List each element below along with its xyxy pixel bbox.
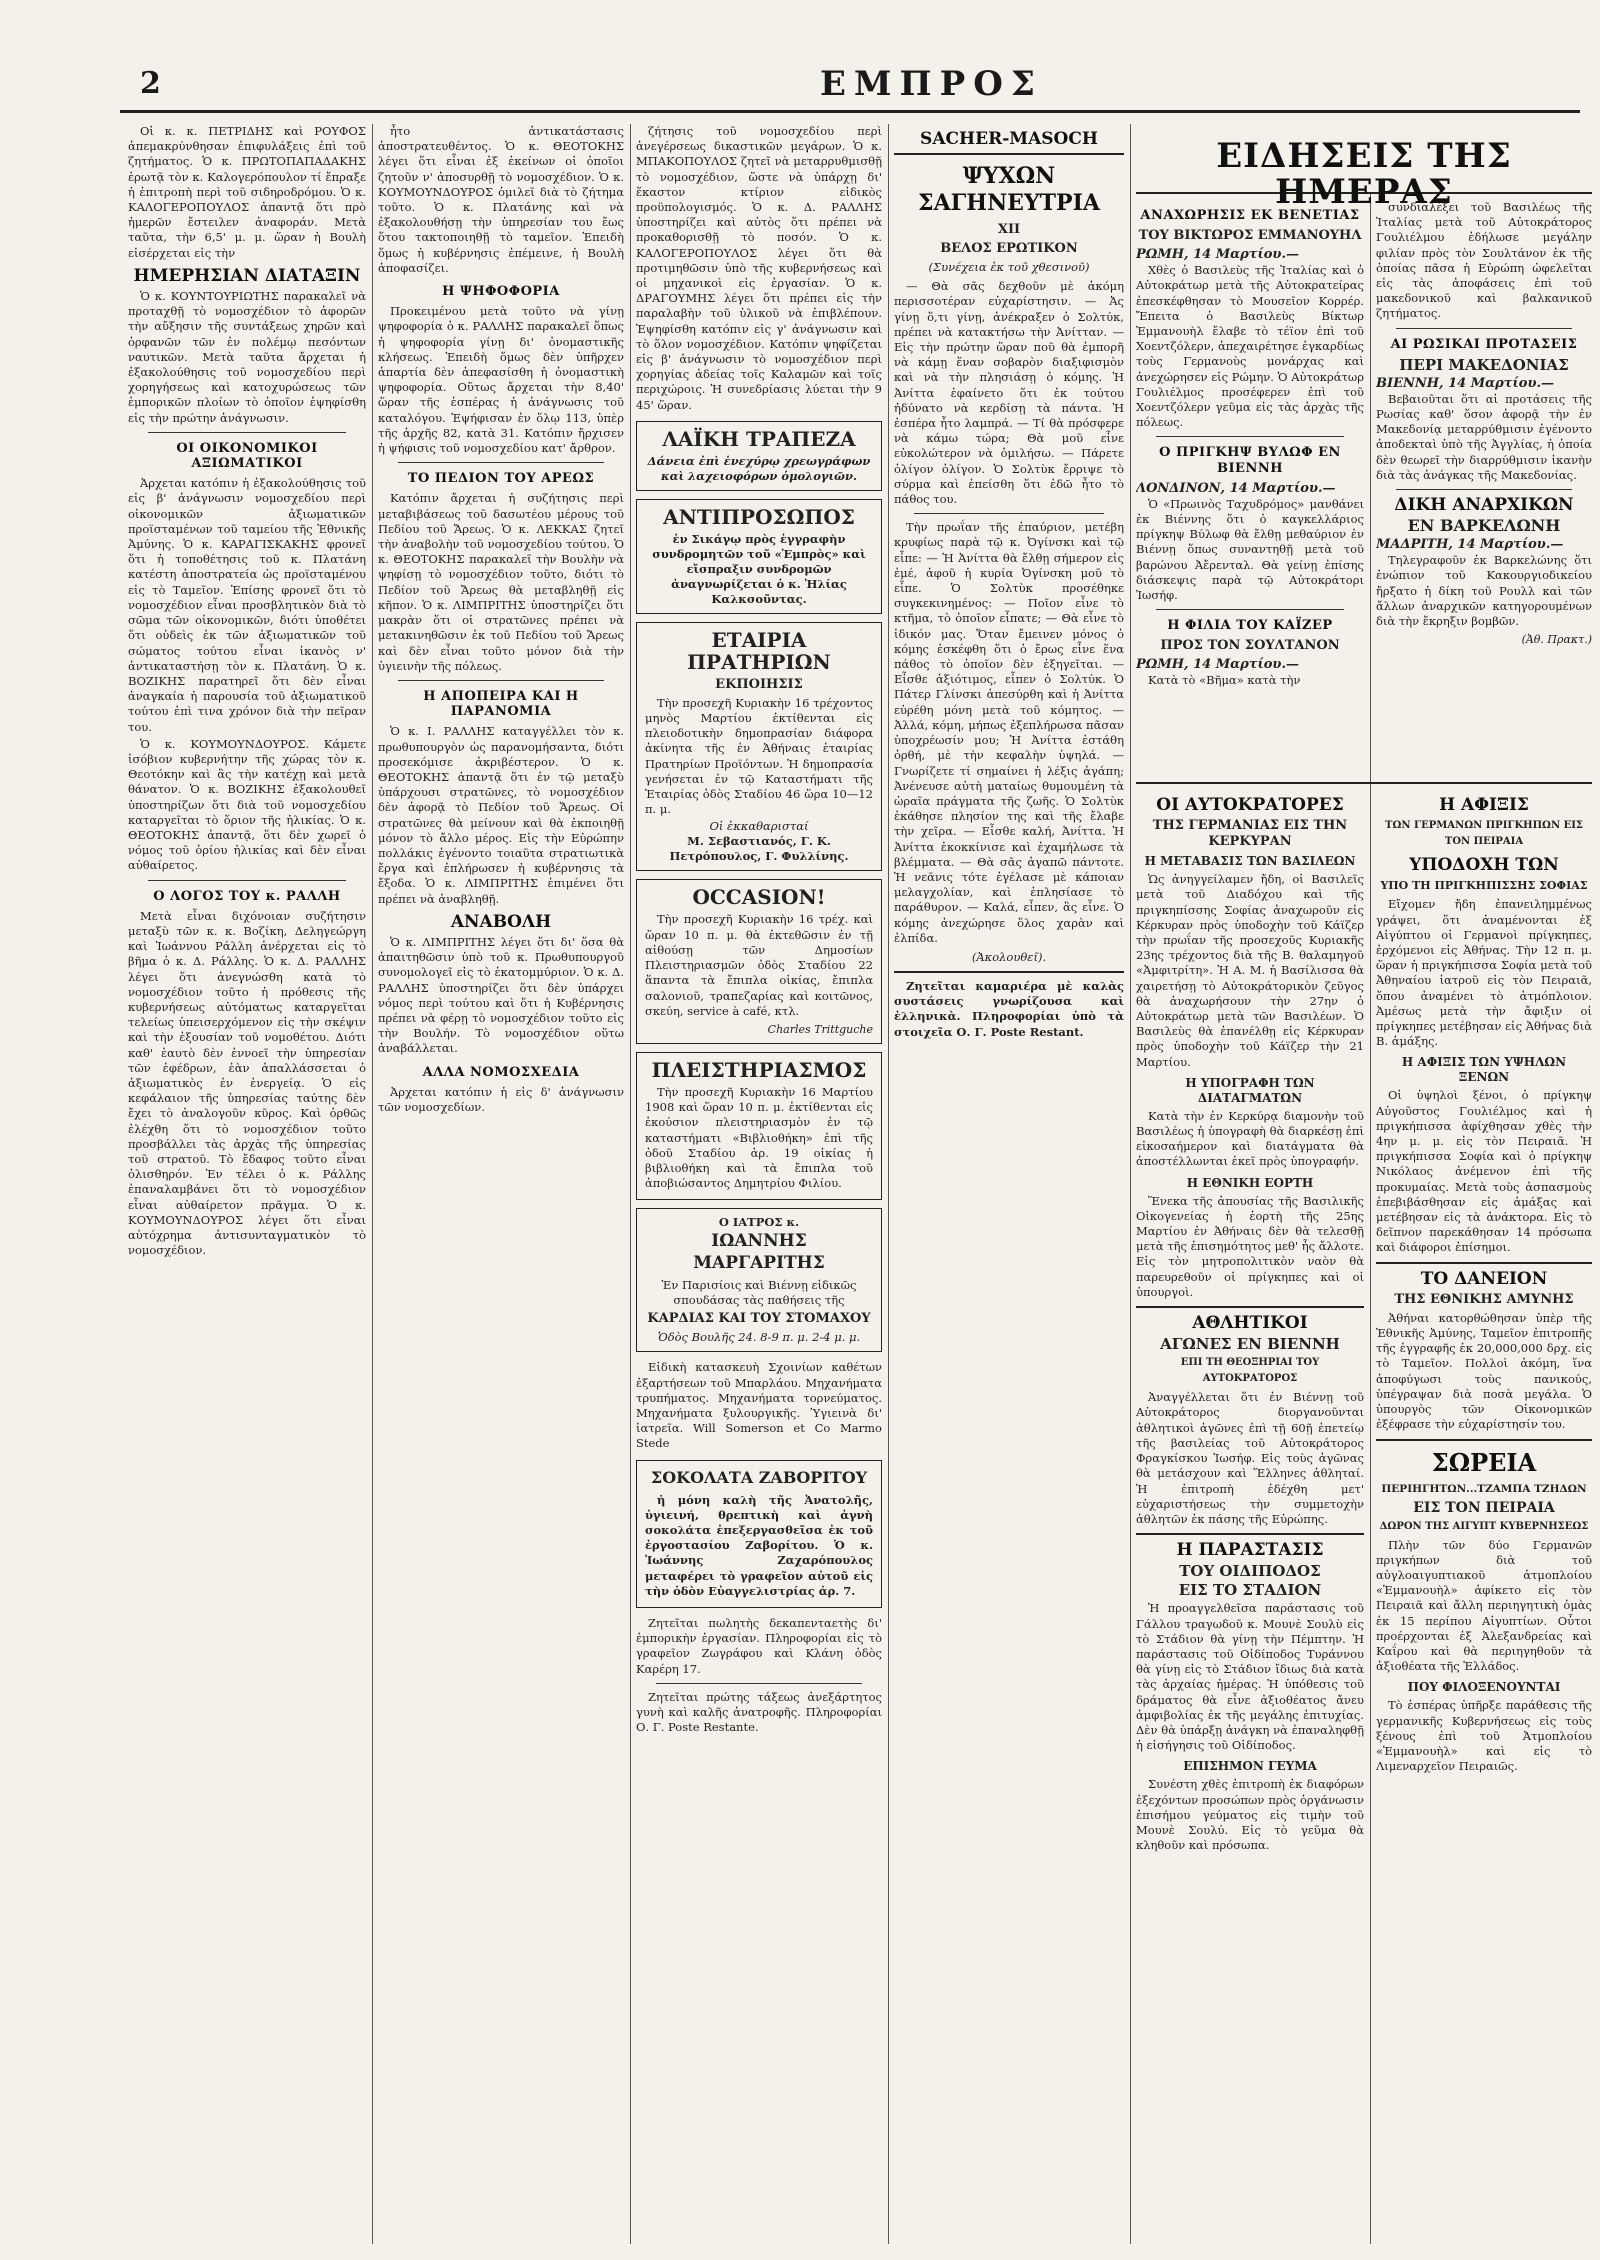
column-feuilleton: [894, 124, 1124, 2244]
column-telegrams-left: [1136, 200, 1364, 778]
column-divider: [630, 124, 631, 2244]
section-heading: Η ΑΦΙΞΙΣ ΤΩΝ ΥΨΗΛΩΝ ΞΕΝΩΝ: [1401, 1055, 1567, 1085]
section-subheading: ΑΓΩΝΕΣ ΕΝ ΒΙΕΝΝΗ: [1160, 1335, 1340, 1354]
divider: [1376, 1262, 1592, 1264]
ad-text: Ζητεῖται καμαριέρα μὲ καλὰς συστάσεις γνωρίζουσα καὶ ἐλληνικὰ. Πληροφορίαι ὑπὸ τὰ στοιχεῖα Ο. Γ. Poste Restant.: [894, 978, 1124, 1039]
article-paragraph: Ὁ κ. Ι. ΡΑΛΛΗΣ καταγγέλλει τὸν κ. πρωθυπουργὸν ὡς παρανομήσαντα, διότι προσεκόμισε ἀκριβέστερον. Ὁ κ. ΘΕΟΤΟΚΗΣ ἀπαντᾷ ὅτι ἐν τῷ μεταξὺ ὑπάρχουσι στρατῶνες, τὸ νομοσχέδιον δὲν ἀφορᾷ τὸ Πεδίον τοῦ Ἄρεως. Οἱ στρατῶνες θὰ μείνουν καὶ θὰ ἐκποιηθῇ μόνον τὸ ἄλλο μέρος. Εἰς τὴν Εὐρώπην πολλάκις ἐγένοντο τοιαῦτα στρατιωτικὰ ἔργα καὶ ἐπλήρωσεν ἡ κυβέρνησις τὰ ἔξοδα. Ὁ κ. ΛΙΜΠΡΙΤΗΣ ἐπιμένει ὅτι πρέπει νὰ ἀναβληθῇ.: [378, 724, 624, 906]
divider: [914, 513, 1104, 514]
ad-signature: Charles Trittguche: [767, 1022, 873, 1036]
ad-signature: Μ. Σεβαστιανός, Γ. Κ. Πετρόπουλος, Γ. Φυλλίνης.: [669, 834, 849, 864]
chapter-title: ΒΕΛΟΣ ΕΡΩΤΙΚΟΝ: [940, 241, 1078, 257]
article-paragraph: Ἀθήναι κατορθώθησαν ὑπὲρ τῆς Ἐθνικῆς Ἀμύνης, Ταμεῖον ἐπιτροπῆς τῆς ἐγγραφῆς ἐκ 20,000,000 δρχ. εἰς τὸ Ταμεῖον. Πολλοὶ ἀκόμη, ἵνα ἀποφύγωσι τοὺς πανικούς, ὑπέγραψαν διὰ ποσὰ μεγάλα. Ὁ ὑπουργὸς τῶν Οἰκονομικῶν ἐξέφρασε τὴν εὐχαρίστησίν του.: [1376, 1310, 1592, 1432]
ad-text: Ζητεῖται πρώτης τάξεως ἀνεξάρτητος γυνὴ καὶ καλῆς ἀνατροφῆς. Πληροφορίαι Ο. Γ. Poste Restante.: [636, 1689, 882, 1735]
dateline: ΡΩΜΗ, 14 Μαρτίου.—: [1136, 657, 1299, 673]
article-paragraph: ἦτο ἀντικατάστασις ἀποστρατευθέντος. Ὁ κ. ΘΕΟΤΟΚΗΣ λέγει ὅτι εἶναι ἐξ ἐκείνων οἱ ὁποῖοι ζητοῦν ν' ἀποσυρθῇ τὸ νομοσχέδιον. Ὁ κ. ΚΟΥΜΟΥΝΔΟΥΡΟΣ ὁμιλεῖ διὰ τὸ ζήτημα τοῦτο. Ὁ κ. Πλατάνης καὶ νὰ ἐξακολουθήσῃ τὴν ὑπηρεσίαν του ἔως ὅτου τακτοποιηθῇ τὸ ταμεῖον. Ἐπειδὴ ὅμως ἡ κυβέρνησις ἐπέμεινε, ἡ Βουλὴ ἀποφασίζει.: [378, 124, 624, 275]
ad-title: ΛΑΪΚΗ ΤΡΑΠΕΖΑ: [662, 426, 856, 451]
section-heading: ΑΝΑΒΟΛΗ: [450, 911, 552, 932]
section-subheading: ΤΗΣ ΓΕΡΜΑΝΙΑΣ ΕΙΣ ΤΗΝ ΚΕΡΚΥΡΑΝ: [1152, 818, 1348, 850]
section-heading: ΟΙ ΑΥΤΟΚΡΑΤΟΡΕΣ: [1156, 795, 1344, 815]
continued-note: (Συνέχεια ἐκ τοῦ χθεσινοῦ): [928, 260, 1090, 275]
ad-text: ἐν Σικάγῳ πρὸς ἐγγραφὴν συνδρομητῶν τοῦ «Ἐμπρὸς» καὶ εἴσπραξιν συνδρομῶν ἀναγνωρίζεται ὁ κ. Ἠλίας Καλκσοῦντας.: [652, 531, 866, 606]
column-parliament: [128, 124, 366, 2244]
divider: [1156, 436, 1344, 437]
section-heading: ΟΙ ΟΙΚΟΝΟΜΙΚΟΙ ΑΞΙΩΜΑΤΙΚΟΙ: [176, 440, 318, 472]
ad-representative: [636, 499, 882, 614]
column-divider: [1130, 124, 1131, 2244]
divider: [1396, 328, 1572, 329]
ad-signature-label: Οἱ ἐκκαθαρισταί: [709, 819, 809, 834]
ad-auction-company: [636, 622, 882, 872]
divider: [398, 680, 604, 681]
ad-text: Ἐν Παρισίοις καὶ Βιέννῃ εἰδικῶς σπουδάσας τὰς παθήσεις τῆς: [661, 1278, 857, 1308]
section-heading: ΥΠΟΔΟΧΗ ΤΩΝ: [1409, 855, 1559, 876]
ad-title: ΑΝΤΙΠΡΟΣΩΠΟΣ: [663, 504, 855, 529]
section-heading: ΑΝΑΧΩΡΗΣΙΣ ΕΚ ΒΕΝΕΤΙΑΣ: [1140, 208, 1360, 223]
dateline: ΛΟΝΔΙΝΟΝ, 14 Μαρτίου.—: [1136, 480, 1336, 496]
section-heading: ΤΟ ΔΑΝΕΙΟΝ: [1420, 1268, 1548, 1289]
ad-laiki-trapeza: [636, 421, 882, 491]
section-subheading: ΠΕΡΙΗΓΗΤΩΝ...ΤΖΑΜΠΑ ΤΖΗΔΩΝ: [1381, 1482, 1587, 1495]
ad-subtitle: ΕΚΠΟΙΗΣΙΣ: [715, 676, 803, 692]
ad-title: ΕΤΑΙΡΙΑ ΠΡΑΤΗΡΙΩΝ: [687, 627, 831, 674]
column-divider: [1370, 124, 1371, 2244]
article-paragraph: Ἀρχεται κατόπιν ἡ εἰς δ' ἀνάγνωσιν τῶν νομοσχεδίων.: [378, 1084, 624, 1114]
article-paragraph: Ὁ κ. ΚΟΥΝΤΟΥΡΙΩΤΗΣ παρακαλεῖ νὰ προταχθῇ τὸ νομοσχέδιον τὸ ἀφορῶν τὴν αὔξησιν τῆς συντάξεως χηρῶν καὶ ὀρφανῶν τῶν ἐν πολέμῳ πεσόντων ναυτικῶν. Μετὰ ταῦτα ἄρχεται ἡ ἐξακολούθησις τοῦ νομοσχεδίου περὶ χορηγήσεως καὶ κατοχυρώσεως τῶν ἐμπορικῶν πλοίων τὸ ὁποῖον ἐψηφίσθη εἰς τὴν πρώτην ἀνάγνωσιν.: [128, 289, 366, 425]
section-heading: Η ΑΠΟΠΕΙΡΑ ΚΑΙ Η ΠΑΡΑΝΟΜΙΑ: [423, 688, 579, 720]
article-paragraph: Ἕνεκα τῆς ἀπουσίας τῆς Βασιλικῆς Οἰκογενείας ἡ ἑορτὴ τῆς 25ης Μαρτίου ἐν Ἀθήναις δὲν θὰ τελεσθῇ μετὰ τῆς ἐπισημότητος μεθ' ἧς ἄλλοτε. Εἰς τὸν μητροπολιτικὸν ναὸν θὰ παρευρεθοῦν οἱ πρίγκηπες καὶ οἱ ὑπουργοὶ.: [1136, 1193, 1364, 1299]
article-paragraph: Τὸ ἑσπέρας ὑπῆρξε παράθεσις τῆς γερμανικῆς Κυβερνήσεως εἰς τοὺς ξένους ἐπὶ τοῦ Ἀτμοπλοίου «Ἐμμανουὴλ» καὶ εἰς τὸ Λιμεναρχεῖον Πειραιῶς.: [1376, 1698, 1592, 1774]
section-heading: ΕΠΙΣΗΜΟΝ ΓΕΥΜΑ: [1183, 1759, 1317, 1774]
ad-text: Τὴν προσεχῆ Κυριακὴν 16 τρέχοντος μηνὸς Μαρτίου ἐκτίθενται εἰς πλειοδοτικὴν δημοπρασίαν διάφορα ἀκίνητα τῆς ἐν Ἀθήναις ἑταιρίας Πρατηρίων Προϊόντων. Ἡ δημοπρασία γενήσεται ἐν τῷ Καταστήματι τῆς Ἑταιρίας ὁδὸς Σταδίου 46 ὥρα 10—12 π. μ.: [645, 695, 873, 817]
page-number: 2: [140, 66, 161, 101]
article-paragraph: Οἱ ὑψηλοὶ ξένοι, ὁ πρίγκηψ Αὐγοῦστος Γουλιέλμος καὶ ἡ πριγκήπισσα ἀφίχθησαν χθὲς τὴν 4ην μ. μ. εἰς τὸν Πειραιᾶ. Ἡ πριγκήπισσα Σοφία καὶ ὁ πρίγκηψ Νικόλαος ἀνέμενον ἐπὶ τῆς προκυμαίας. Μετὰ τοὺς ἀσπασμοὺς ἐπεβιβάσθησαν εἰς ἁμάξας καὶ μετέβησαν εἰς τὰ ἀνάκτορα. Εἰς τὸ δεῖπνον παρεκάθησαν 14 πρόσωπα καὶ διάφοροι ἐπίσημοι.: [1376, 1088, 1592, 1255]
section-subheading: ΠΡΟΣ ΤΟΝ ΣΟΥΛΤΑΝΟΝ: [1160, 638, 1340, 654]
section-heading: Η ΑΦΙΞΙΣ: [1439, 795, 1529, 815]
ad-pretitle: Ο ΙΑΤΡΟΣ κ.: [718, 1215, 800, 1230]
article-paragraph: Μετὰ εἶναι διχόνοιαν συζήτησιν μεταξὺ τῶν κ. κ. Βοζίκη, Δεληγεώργη καὶ Ἰωάννου Ράλλη ἀνέρχεται εἰς τὸ βῆμα ὁ κ. Δ. Ράλλης. Ὁ κ. Δ. ΡΑΛΛΗΣ λέγει ὅτι ἀνεγνώσθη κατὰ τὸ νομοσχέδιον τοῦτο ἡ πρόθεσις τῆς κυβερνήσεως αὐτόματως καταργεῖται τελείως ὑπεισερχόμενον εἰς τὴν σκέψιν καὶ τὴν ἐξουσίαν τοῦ νομοθέτου. Διότι καθ' ἑαυτὸ δὲν ἐννοεῖ τὴν ὑπηρεσίαν τῶν ἐφέδρων, ἐὰν ἀπαλλάσσεται ὁ ἀξιωματικὸς ἐν ἐνεργείᾳ. Ὁ εἰς κεφάλαιον τῆς ὑπηρεσίας ταύτης δὲν ἔχει τὸ ἀναλογοῦν κῦρος. Καὶ ὀρθῶς ἐλέχθη ὅτι τὸ νομοσχέδιον τοῦτο προσβάλλει τὰς ἀρχὰς τῆς ὑπηρεσίας τοῦ στρατοῦ. Τὸ ἔδαφος τοῦτο εἶναι ὀλισθηρόν. Ἐν τέλει ὁ κ. Ράλλης ἐπαναλαμβάνει ὅτι τὸ νομοσχέδιον εἶναι αὐθαίρετον πρᾶγμα. Ὁ κ. ΚΟΥΜΟΥΝΔΟΥΡΟΣ λέγει ὅτι εἶναι αὐτόχρημα ἀντισυνταγματικὸν τὸ νομοσχέδιον.: [128, 908, 366, 1258]
divider: [894, 971, 1124, 973]
to-be-continued: (Ἀκολουθεῖ).: [971, 949, 1047, 964]
article-paragraph: συνδιαλέξει τοῦ Βασιλέως τῆς Ἰταλίας μετὰ τοῦ Αὐτοκράτορος Γουλιέλμου ἐδήλωσε μεγάλην φιλίαν πρὸς τὸν Σουλτάνον ἐκ τῆς ὁποίας πᾶσα ἡ Εὐρώπη ὠφελεῖται εἰς τὰς ἀποφάσεις ἐπὶ τοῦ μακεδονικοῦ καὶ βαλκανικοῦ ζητήματος.: [1376, 200, 1592, 321]
article-paragraph: Εἴχομεν ἤδη ἐπανειλημμένως γράψει, ὅτι ἀναμένονται ἐξ Αἰγύπτου οἱ Γερμανοὶ πρίγκηπες, ἐρχόμενοι εἰς Ἀθήνας. Τὴν 12 π. μ. ὥραν ἡ πριγκήπισσα Σοφία μετὰ τοῦ Ἀθηναίου ἰατροῦ εἰς τὸν Πειραιᾶ, ὅπου ἀναμένει τὸ ἀτμόπλοιον. Ἀμέσως μετὰ τὴν ἄφιξιν οἱ πρίγκηπες μετέβησαν εἰς Ἀθήνας διὰ Β. ἁμάξης.: [1376, 897, 1592, 1049]
section-subheading: ΕΠΙ ΤΗ ΘΕΟΞΗΡΙΑΙ ΤΟΥ ΑΥΤΟΚΡΑΤΟΡΟΣ: [1180, 1357, 1320, 1385]
article-paragraph: Τὴν πρωΐαν τῆς ἐπαύριον, μετέβη κρυφίως παρὰ τῷ κ. Ὀγίνσκι καὶ τῷ εἶπε: — Ἡ Ἀνίττα θὰ ἔλθῃ σήμερον εἰς ἐμέ, ἀφοῦ ἡ κυρία Ὀγίνσκη μοῦ τὸ εἶπε. Ὁ Σολτὺκ προσέθηκε συγκεκινημένος: — Ποῖον εἶνε τὸ κτῆμα, τὸ ὁποῖον εἶπατε; — Θὰ εἶνε τὸ ἰδικόν μας. Ὅταν ἔμεινεν μόνος ὁ κόμης ἐσκέφθη ὅτι ὁ ἔρως εἶνε ἕνα πάθος τὸ ὁποῖον δὲν ἐξηγεῖται. — Εἶσθε ἀξιότιμος, εἶπεν ὁ Σολτύκ. Ὁ Πάτερ Γλίνσκι ἀπεσύρθη καὶ ἡ Ἀνίττα εὑρέθη μόνη μετὰ τοῦ κόμητος. — Ἀλλά, κόμη, μήπως ἐξεπλήρωσα πᾶσαν ὑποχρέωσίν μου; Ἡ Ἀνίττα ἐστάθη ὀρθή, μὲ τὴν κεφαλὴν ὑψηλά. — Γνωρίζετε τί σημαίνει ἡ λέξις ἀγάπη; Ἀνένευσε αὐτὴ ματαίως θυμουμένη τὰ ὡραῖα πράγματα τῆς ζωῆς. Ὁ Σολτὺκ ἐκάθησε πλησίον της καὶ τῆς ἔλαβε τὴν χεῖρα. — Εἶσθε καλή, Ἀνίττα. Ἡ Ἀνίττα ἐκοκκίνισε καὶ ἐχαμήλωσε τὰ βλέμματα. — Θὰ σᾶς ἀγαπῶ πάντοτε. Ἡ νεᾶνις τότε ἐγέλασε μὲ κάποιαν μελαγχολίαν, καὶ ἐπλησίασε τὸ παράθυρον. — Καλά, εἶπεν, ἂς εἶνε. Ὁ κόμης ἀνεχώρησε ὅλος χαρὰν καὶ ἐλπίδα.: [894, 520, 1124, 945]
article-paragraph: Κατόπιν ἄρχεται ἡ συζήτησις περὶ μεταβιβάσεως τοῦ δασωτέου μέρους τοῦ Πεδίου τοῦ Ἄρεως. Ὁ κ. ΛΕΚΚΑΣ ζητεῖ τὴν ἀναβολὴν τοῦ νομοσχεδίου τούτου. Ὁ κ. ΘΕΟΤΟΚΗΣ παρακαλεῖ τὴν Βουλὴν νὰ ψηφίσῃ τὸ νομοσχέδιον τοῦτο, διότι τὸ Πεδίον τοῦ Ἄρεως θὰ μεταβληθῇ εἰς κῆπον. Ὁ κ. ΛΙΜΠΡΙΤΗΣ ὑποστηρίζει ὅτι μακρὰν ὅτι οἱ στρατῶνες πρέπει νὰ μετακινηθῶσιν ἐκ τοῦ Πεδίου τοῦ Ἄρεως καὶ δὲν εἶναι τοῦτο μόνον διὰ τὴν ὑγιεινὴν τῆς πόλεως.: [378, 491, 624, 673]
section-heading: ΑΙ ΡΩΣΙΚΑΙ ΠΡΟΤΑΣΕΙΣ: [1390, 336, 1578, 352]
column-ads: [636, 124, 882, 2244]
divider: [1156, 609, 1344, 610]
ad-occasion: [636, 879, 882, 1043]
ad-doctor: [636, 1208, 882, 1352]
ad-text: Ζητεῖται πωλητὴς δεκαπενταετὴς δι' ἐμπορικὴν ἐργασίαν. Πληροφορίαι εἰς τὸ γραφεῖον Ζωγράφου καὶ Κλάνη ὁδὸς Καρέρη 17.: [636, 1615, 882, 1676]
ad-text: Δάνεια ἐπὶ ἐνεχύρῳ χρεωγράφων καὶ λαχειοφόρων ὁμολογιῶν.: [647, 453, 871, 483]
article-paragraph: Συνέστη χθὲς ἐπιτροπὴ ἐκ διαφόρων ἐξεχόντων προσώπων πρὸς ὀργάνωσιν ἐπισήμου γεύματος εἰς τιμὴν τοῦ Μουνὲ Σουλύ. Εἰς τὸ γεῦμα θὰ κληθοῦν καὶ πρόσωπα.: [1136, 1777, 1364, 1853]
dateline: ΡΩΜΗ, 14 Μαρτίου.—: [1136, 247, 1299, 263]
article-paragraph: Χθὲς ὁ Βασιλεὺς τῆς Ἰταλίας καὶ ὁ Αὐτοκράτωρ μετὰ τῆς Αὐτοκρατείρας ἐπεσκέφθησαν τὸ Μουσεῖον Κορρέρ. Ἔπειτα ὁ Βασιλεὺς Βίκτωρ Ἐμμανουὴλ ἔλαβε τὸ τέϊον ἐπὶ τοῦ Χοεντζόλερν, ἀπεχαιρέτησε ἐγκαρδίως τοὺς Γερμανοὺς μονάρχας καὶ ἀνεχώρησεν εἰς Ρώμην. Ὁ Αὐτοκράτωρ Γουλιέλμος προσέφερεν ἐπὶ τοῦ Χοεντζόλερν γεῦμα εἰς τὰς ἀρχὰς τῆς πόλεως.: [1136, 263, 1364, 430]
section-subheading: ΤΟΥ ΒΙΚΤΩΡΟΣ ΕΜΜΑΝΟΥΗΛ: [1138, 228, 1362, 244]
column-princes: [1376, 790, 1592, 2244]
section-heading: Η ΨΗΦΟΦΟΡΙΑ: [442, 284, 560, 300]
section-heading: Ο ΠΡΙΓΚΗΨ ΒΥΛΩΦ ΕΝ ΒΙΕΝΝΗ: [1159, 445, 1341, 476]
divider: [894, 153, 1124, 155]
article-paragraph: Πλὴν τῶν δύο Γερμανῶν πριγκήπων διὰ τοῦ αὐγλοαιγυπτιακοῦ ἀτμοπλοίου «Ἐμμανουὴλ» ἀφίκετο εἰς τὸν Πειραιᾶ καὶ ἄλλη περιηγητικὴ ὁμὰς ἐκ 15 περίπου Αἰγυπτίων. Οὗτοι προέρχονται ἐξ Ἀλεξανδρείας καὶ Καΐρου καὶ θὰ περιηγηθοῦν τὰ ἀξιοθέατα τῆς Ἑλλάδος.: [1376, 1537, 1592, 1674]
article-paragraph: — Θὰ σᾶς δεχθοῦν μὲ ἀκόμη περισσοτέραν εὐχαρίστησιν. — Ἀς γίνῃ ὅ,τι γίνῃ, ἀνέκραξεν ὁ Σολτύκ, πρέπει νὰ κατακτήσω τὴν Ἀνίτταν. — Εἰς τὴν πρώτην ὥραν ποῦ θὰ ἐμπορῆ νὰ κάμῃ ἕναν σοβαρὸν διαξιφισμὸν καὶ νὰ τὴν πλησιάσῃ ὁ κόμης. Ἡ Ἀνίττα ἐφαίνετο ὅτι ἐκ τούτου ἠδύνατο νὰ κερδίσῃ τὰ πάντα. Ἡ ἐσπέρα ἦτο λαμπρά. — Τί θὰ πρόσφερε νὰ κάμω τώρα; Θὰ μοῦ εἶνε εὐκολώτερον νὰ ὁμιλήσω. — Πάρετε ὀλίγον ὀλίγον. Ὁ Σολτὺκ ἔρριψε τὸ σύρμα καὶ ἐπείσθη ὅτι ἐδῶ ἦτο τὸ πάθος του.: [894, 279, 1124, 507]
column-emperors: [1136, 790, 1364, 2244]
news-banner-title: ΕΙΔΗΣΕΙΣ ΤΗΣ ΗΜΕΡΑΣ: [1216, 136, 1512, 212]
section-heading: ΑΘΛΗΤΙΚΟΙ: [1192, 1313, 1308, 1334]
section-heading: ΤΟ ΠΕΔΙΟΝ ΤΟΥ ΑΡΕΩΣ: [407, 471, 595, 487]
article-paragraph: Κατὰ τὸ «Βῆμα» κατὰ τὴν: [1148, 673, 1301, 688]
section-subheading: ΕΙΣ ΤΟΝ ΠΕΙΡΑΙΑ: [1413, 1499, 1555, 1516]
masthead: [120, 64, 1580, 124]
section-heading: Ο ΛΟΓΟΣ ΤΟΥ κ. ΡΑΛΛΗ: [153, 888, 341, 904]
section-heading: Η ΥΠΟΓΡΑΦΗ ΤΩΝ ΔΙΑΤΑΓΜΑΤΩΝ: [1185, 1075, 1315, 1105]
ad-auction: [636, 1052, 882, 1200]
section-heading: ΣΩΡΕΙΑ: [1431, 1447, 1537, 1477]
feuilleton-title: ΨΥΧΩΝ ΣΑΓΗΝΕΥΤΡΙΑ: [918, 163, 1100, 217]
section-heading: ΠΟΥ ΦΙΛΟΞΕΝΟΥΝΤΑΙ: [1407, 1680, 1561, 1695]
masthead-rule: [120, 110, 1580, 113]
divider: [148, 880, 346, 881]
column-divider: [888, 124, 889, 2244]
article-paragraph: ζήτησις τοῦ νομοσχεδίου περὶ ἀνεγέρσεως δικαστικῶν μεγάρων. Ὁ κ. ΜΠΑΚΟΠΟΥΛΟΣ ζητεῖ νὰ μεταρρυθμισθῇ τὸ νομοσχέδιον, ὥστε νὰ ὑπάρχῃ δι' ἕκαστον κτίριον εἰδικὸς προϋπολογισμός. Ὁ κ. Δ. ΡΑΛΛΗΣ ὑποστηρίζει καὶ αὐτὸς ὅτι πρέπει νὰ προκαθορισθῇ τὸ ποσόν. Ὁ κ. ΚΑΛΟΓΕΡΟΠΟΥΛΟΣ λέγει ὅτι θὰ προτιμηθῶσιν ὑπὸ τῆς κυβερνήσεως καὶ οἱ μηχανικοὶ εἰς ἐργασίαν. Ὁ κ. ΔΡΑΓΟΥΜΗΣ λέγει ὅτι πρέπει εἰς τὴν παραλαβὴν τοῦ ὑλικοῦ νὰ ἐπιβλέπουν. Ἐψηφίσθη κατόπιν εἰς γ' ἀνάγνωσιν καὶ τὸ ὅλον νομοσχέδιον. Κατόπιν ψηφίζεται εἰς β' ἀνάγνωσιν τὸ νομοσχέδιον περὶ χορηγίας ἀδείας τοῖς Καλαμῶν καὶ τοῖς περιχώροις. Ἡ συνεδρίασις λύεται τὴν 9 45' ὥραν.: [636, 124, 882, 412]
ad-title: ΠΛΕΙΣΤΗΡΙΑΣΜΟΣ: [651, 1057, 867, 1082]
dateline: ΜΑΔΡΙΤΗ, 14 Μαρτίου.—: [1376, 537, 1564, 553]
article-paragraph: Ὁ κ. ΛΙΜΠΡΙΤΗΣ λέγει ὅτι δι' ὅσα θὰ ἀπαιτηθῶσιν ὑπὸ τοῦ κ. Πρωθυπουργοῦ συνομολογεῖ εἰς τὸ ἐκατομμύριον. Ὁ κ. Δ. ΡΑΛΛΗΣ ὑποστηρίζει ὅτι δὲν ὑπάρχει νόμος περὶ τούτου καὶ ὅτι ἡ Κυβέρνησις πρέπει νὰ φέρῃ τὸ νομοσχέδιον τοῦτο εἰς τὴν Βουλήν. Τὸ νομοσχέδιον οὕτω ἀναβάλλεται.: [378, 934, 624, 1056]
section-subheading: ΤΩΝ ΓΕΡΜΑΝΩΝ ΠΡΙΓΚΗΠΩΝ ΕΙΣ ΤΟΝ ΠΕΙΡΑΙΑ: [1385, 820, 1583, 848]
column-telegrams-right: [1376, 200, 1592, 778]
source-note: (Ἀθ. Πρακτ.): [1521, 633, 1592, 647]
ad-title: ΣΟΚΟΛΑΤΑ ΖΑΒΟΡΙΤΟΥ: [650, 1467, 868, 1487]
section-rule: [1136, 782, 1592, 784]
section-subheading: ΕΙΣ ΤΟ ΣΤΑΔΙΟΝ: [1178, 1581, 1322, 1600]
chapter-number: XII: [997, 222, 1021, 238]
section-heading: ΗΜΕΡΗΣΙΑΝ ΔΙΑΤΑΞΙΝ: [133, 265, 361, 286]
section-subheading: ΤΗΣ ΕΘΝΙΚΗΣ ΑΜΥΝΗΣ: [1394, 1291, 1574, 1307]
divider: [1376, 1439, 1592, 1441]
section-heading: Η ΠΑΡΑΣΤΑΣΙΣ: [1176, 1540, 1324, 1561]
section-heading: ΔΙΚΗ ΑΝΑΡΧΙΚΩΝ: [1394, 495, 1574, 516]
column-vote: [378, 124, 624, 2244]
article-paragraph: Ἀναγγέλλεται ὅτι ἐν Βιέννῃ τοῦ Αὐτοκράτορος διοργανοῦνται ἀθλητικοὶ ἀγῶνες ἐπὶ τῇ 60ῇ ἐπετείῳ τῆς βασιλείας τοῦ Αὐτοκράτορος Φραγκίσκου Ἰωσήφ. Εἰς τοὺς ἀγῶνας θὰ μετάσχουν καὶ Ἕλληνες ἀθληταί. Ἡ ἐπιτροπὴ ἐδέχθη μετ' εὐχαριστήσεως τὴν συμμετοχὴν ἀθλητῶν ἐκ πάσης τῆς Εὐρώπης.: [1136, 1390, 1364, 1526]
section-subheading: Η ΜΕΤΑΒΑΣΙΣ ΤΩΝ ΒΑΣΙΛΕΩΝ: [1144, 854, 1356, 869]
divider: [398, 462, 604, 463]
section-subheading: ΔΩΡΟΝ ΤΗΣ ΑΙΓΥΠΤ ΚΥΒΕΡΝΗΣΕΩΣ: [1379, 1520, 1589, 1532]
divider: [656, 1683, 862, 1684]
ad-address: Ὁδὸς Βουλῆς 24. 8-9 π. μ. 2-4 μ. μ.: [657, 1330, 861, 1345]
ad-subtitle: ΚΑΡΔΙΑΣ ΚΑΙ ΤΟΥ ΣΤΟΜΑΧΟΥ: [647, 1311, 871, 1327]
ad-text: ἡ μόνη καλὴ τῆς Ἀνατολῆς, ὑγιεινή, θρεπτικὴ καὶ ἀγνὴ σοκολάτα ἐπεξεργασθεῖσα ἐκ τοῦ ἐργοστασίου Ζαβορίτου. Ὁ κ. Ἰωάννης Ζαχαρόπουλος μεταφέρει τὸ γραφεῖον αὐτοῦ εἰς τὴν ὁδὸν Εὐαγγελιστρίας ἀρ. 7.: [645, 1492, 873, 1598]
section-subheading: ΕΝ ΒΑΡΚΕΛΩΝΗ: [1407, 516, 1561, 536]
ad-text: Τὴν προσεχῆ Κυριακὴν 16 Μαρτίου 1908 καὶ ὥραν 10 π. μ. ἐκτίθενται εἰς ἐκούσιον πλειστηριασμὸν ἐν τῷ καταστήματι «Βιβλιοθήκη» ἐπὶ τῆς ὁδοῦ Σταδίου ἀρ. 19 οἰκίας ἡ βιβλιοθήκη καὶ τὰ ἔπιπλα τοῦ ἀποβιώσαντος Δημητρίου Φιλίου.: [645, 1084, 873, 1191]
feuilleton-author: SACHER-MASOCH: [920, 129, 1098, 149]
section-subheading: ΤΟΥ ΟΙΔΙΠΟΔΟΣ: [1179, 1562, 1321, 1581]
article-paragraph: Ἡ προαγγελθεῖσα παράστασις τοῦ Γάλλου τραγωδοῦ κ. Μουνὲ Σουλὺ εἰς τὸ Στάδιον θὰ γίνῃ τὴν Πέμπτην. Ἡ παράστασις τοῦ Οἰδίποδος Τυράννου θὰ γίνῃ εἰς τὸ Στάδιον ἴδιως διὰ κατὰ τὰς ἀρχαίας ἡμέρας. Ἡ ὑπόθεσις τοῦ δράματος θὰ εἶνε ἀξιοθέατος ἄνευ ἀμφιβολίας ἐκ τῆς μεγάλης ἐπιτυχίας. Δὲν θὰ ὑπάρξῃ ἀνάγκη νὰ ἐπαναληφθῇ ἡ εἰσήγησις τοῦ Οἰδίποδος.: [1136, 1601, 1364, 1753]
ad-chocolate: [636, 1460, 882, 1608]
divider: [1396, 489, 1572, 490]
section-subheading: ΥΠΟ ΤΗ ΠΡΙΓΚΗΠΙΣΣΗΣ ΣΟΦΙΑΣ: [1380, 879, 1588, 893]
section-heading: ΑΛΛΑ ΝΟΜΟΣΧΕΔΙΑ: [422, 1064, 580, 1080]
newspaper-name: ΕΜΠΡΟΣ: [820, 64, 1043, 104]
column-divider: [372, 124, 373, 2244]
article-paragraph: Ἀρχεται κατόπιν ἡ ἐξακολούθησις τοῦ εἰς β' ἀνάγνωσιν νομοσχεδίου περὶ οἰκονομικῶν ἀξιωματικῶν προϊσταμένων τοῦ ταμείου τῆς Ἐθνικῆς Ἀμύνης. Ὁ κ. ΚΑΡΑΓΙΣΚΑΚΗΣ φρονεῖ ὅτι ἡ τοποθέτησις τοῦ κ. Πλατάνη κατέστη ἀποστρατεία ὡς προϊσταμένου εἰς τὸ Ταμεῖον. Ἐπίσης φρονεῖ ὅτι τὸ νομοσχέδιον εἶναι προσβλητικὸν διὰ τὸ σῶμα τῶν οἰκονομικῶν, διότι ὑποθέτει ὅτι οὐδεὶς ἐκ τῶν ἀξιωματικῶν τοῦ σώματος τούτου εἶναι ἱκανὸς ν' ἀντικαταστήσῃ τὸν κ. Πλατάνη. Ὁ κ. ΒΟΖΙΚΗΣ παρατηρεῖ ὅτι δὲν εἶναι ἀναγκαία ἡ παρουσία τοῦ ἀξιωματικοῦ τούτου ἐπὶ τινα χρόνον διὰ τὴν πεῖραν του.: [128, 476, 366, 734]
article-paragraph: Τηλεγραφοῦν ἐκ Βαρκελώνης ὅτι ἐνώπιον τοῦ Κακουργιοδικείου ἤρξατο ἡ δίκη τοῦ Ρουλλ καὶ τῶν ἄλλων ἀναρχικῶν κατηγορουμένων διὰ τὴν ἔκρηξιν βομβῶν.: [1376, 553, 1592, 629]
article-paragraph: Οἱ κ. κ. ΠΕΤΡΙΔΗΣ καὶ ΡΟΥΦΟΣ ἀπεμακρύνθησαν ἐπιφυλάξεις ἐπὶ τοῦ ζητήματος. Ὁ κ. ΠΡΩΤΟΠΑΠΑΔΑΚΗΣ ἐρωτᾷ τὸν κ. Καλογερόπουλον τί ἔπραξε ἡ ἐπιτροπὴ περὶ τοῦ σιδηροδρόμου. Ὁ κ. ΚΑΛΟΓΕΡΟΠΟΥΛΟΣ ἀπαντᾷ ὅτι πρὸ ἡμερῶν ἔστειλεν ἀναφοράν. Μετὰ ταῦτα, τὴν 6,5' μ. μ. ὥραν ἡ Βουλὴ εἰσέρχεται εἰς τὴν: [128, 124, 366, 260]
section-heading: Η ΕΘΝΙΚΗ ΕΟΡΤΗ: [1186, 1175, 1314, 1190]
dateline: ΒΙΕΝΝΗ, 14 Μαρτίου.—: [1376, 375, 1554, 391]
article-paragraph: Ὁ κ. ΚΟΥΜΟΥΝΔΟΥΡΟΣ. Κάμετε ἰσόβιον κυβερνήτην τῆς χώρας τὸν κ. Θεοτόκην καὶ ἂς τὴν κατέχῃ καὶ μετὰ θάνατον. Ὁ κ. ΒΟΖΙΚΗΣ ἐξακολουθεῖ ὑποστηρίζων ὅτι διὰ τοῦ νομοσχεδίου καταργεῖται τὸ ὅριον τῆς ἡλικίας. Ὁ κ. ΘΕΟΤΟΚΗΣ ἀπαντᾷ, ὅτι δὲν χωρεῖ ὁ νόμος τοῦ ὁρίου ἡλικίας καὶ δὲν εἶναι αὐθαίρετος.: [128, 736, 366, 873]
article-paragraph: Κατὰ τὴν ἐν Κερκύρᾳ διαμονὴν τοῦ Βασιλέως ἡ ὑπογραφὴ θὰ διαρκέσῃ ἐπὶ εἰκοσαήμερον καὶ διατάγματα θὰ ἀποστέλλωνται ἐκεῖ πρὸς ὑπογραφήν.: [1136, 1108, 1364, 1169]
divider: [148, 432, 346, 433]
section-subheading: ΠΕΡΙ ΜΑΚΕΔΟΝΙΑΣ: [1399, 355, 1569, 374]
divider: [1136, 1533, 1364, 1535]
article-paragraph: Προκειμένου μετὰ τοῦτο νὰ γίνῃ ψηφοφορία ὁ κ. ΡΑΛΛΗΣ παρακαλεῖ ὅπως ἡ ψηφοφορία γίνῃ δι' ὀνομαστικῆς κλήσεως. Ἐπειδὴ ὅμως δὲν ὑπῆρχεν ἀπαρτία δὲν ἀπεφασίσθη ἡ ὀνομαστικὴ ψηφοφορία. Οὕτως ἄρχεται τὴν 8,40' ὥραν τῆς ἑσπέρας ἡ ἀνάγνωσις τοῦ καταλόγου. Ἐψήφισαν ἐν ὅλῳ 113, ὑπὲρ τῆς ἀρχῆς 82, κατὰ 31. Κατόπιν ἤρχισεν ἡ ψήφισις τοῦ νομοσχεδίου κατ' ἄρθρον.: [378, 304, 624, 456]
ad-text: Εἰδικὴ κατασκευὴ Σχοινίων καθέτων ἐξαρτήσεων τοῦ Μπαρλάου. Μηχανήματα τρυπήματος. Μηχανήματα τορνεύματος. Μηχανήματα ξυλουργικῆς. Ὑγιεινὰ δι' ἰατρεῖα. Will Somerson et Co Marmo Stede: [636, 1360, 882, 1451]
divider: [1136, 1306, 1364, 1308]
ad-text: Τὴν προσεχῆ Κυριακὴν 16 τρέχ. καὶ ὥραν 10 π. μ. θὰ ἐκτεθῶσιν ἐν τῇ αἰθούσῃ τῶν Δημοσίων Πλειστηριασμῶν ὁδὸς Σταδίου 22 ἅπαντα τὰ ἔπιπλα οἰκίας, ἔπιπλα σαλονιοῦ, τραπεζαρίας καὶ κοιτῶνος, σκεύη, service à café, κτλ.: [645, 912, 873, 1018]
article-paragraph: Βεβαιοῦται ὅτι αἱ προτάσεις τῆς Ρωσίας καθ' ὅσον ἀφορᾷ τὴν ἐν Μακεδονίᾳ μεταρρύθμισιν ἐγένοντο ἀποδεκταὶ ὑπὸ τῆς Ἀγγλίας, ἡ ὁποία δὲν θεωρεῖ τὴν διαρρύθμισιν ἱκανὴν διὰ τὰς ἀνάγκας τῆς Μακεδονίας.: [1376, 391, 1592, 482]
ad-title: ΙΩΑΝΝΗΣ ΜΑΡΓΑΡΙΤΗΣ: [693, 1231, 825, 1274]
news-banner: [1136, 124, 1592, 212]
article-paragraph: Ὁ «Πρωινὸς Ταχυδρόμος» μανθάνει ἐκ Βιέννης ὅτι ὁ καγκελλάριος πρίγκηψ Βύλωφ θὰ ἔλθῃ μεθαύριον ἐν Βιέννῃ ὅπως συναντηθῇ μετὰ τοῦ βαρώνου Ἀἔρενταλ. Θὰ γείνῃ ἐπίσης διάσκεψις παρὰ τῷ Αὐτοκράτορι Ἰωσήφ.: [1136, 496, 1364, 603]
section-heading: Η ΦΙΛΙΑ ΤΟΥ ΚΑΪΖΕΡ: [1167, 618, 1333, 634]
article-paragraph: Ὡς ἀνηγγείλαμεν ἤδη, οἱ Βασιλεῖς μετὰ τοῦ Διαδόχου καὶ τῆς πριγκηπίσσης Σοφίας ἀναχωροῦν εἰς Κέρκυραν πρὸς ὑποδοχὴν τοῦ Κάϊζερ τὴν πρωΐαν τῆς προσεχοῦς Κυριακῆς 23ης τρέχοντος διὰ τῆς Β. θαλαμηγοῦ «Ἀμφιτρίτη». Ἡ Α. Μ. ἡ Βασίλισσα θὰ χαιρετήσῃ τὸ Αὐτοκράτορικὸν ζεῦγος θὰ ἀναχωρήσουν τὴν 27ην ὁ Αὐτοκράτωρ μετὰ τῶν Βασιλέων. Ὁ Βασιλεὺς θὰ ἐπανέλθῃ εἰς Κέρκυραν πρὸς ὑποδοχὴν τοῦ Κάϊζερ τὴν 21 Μαρτίου.: [1136, 872, 1364, 1069]
ad-title: OCCASION!: [692, 885, 826, 910]
